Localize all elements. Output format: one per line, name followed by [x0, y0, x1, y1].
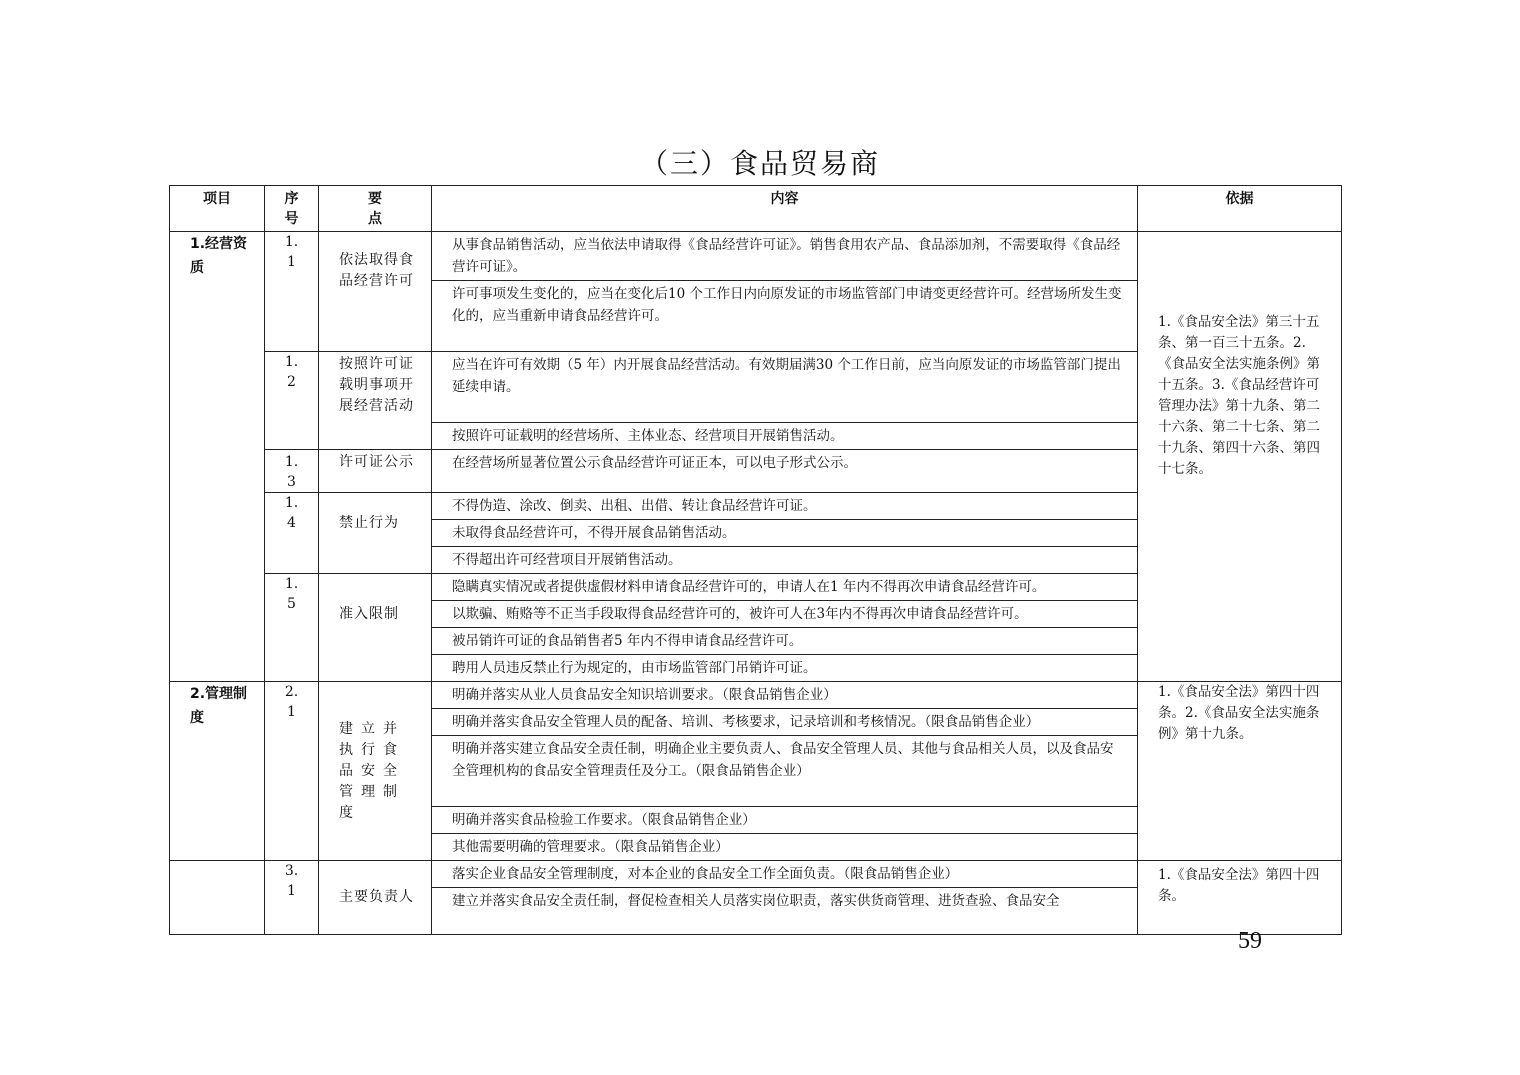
item-cell — [170, 861, 265, 935]
header-basis: 依据 — [1138, 186, 1342, 232]
content-cell: 许可事项发生变化的，应当在变化后10 个工作日内向原发证的市场监管部门申请变更经营许可。经营场所发生变化的，应当重新申请食品经营许可。 — [432, 281, 1138, 352]
content-cell: 落实企业食品安全管理制度，对本企业的食品安全工作全面负责。（限食品销售企业） — [432, 861, 1138, 888]
seq-cell: 1.3 — [265, 450, 319, 493]
seq-cell: 3.1 — [265, 861, 319, 935]
seq-cell: 1.2 — [265, 352, 319, 450]
key-point-cell: 按照许可证载明事项开展经营活动 — [319, 352, 432, 450]
basis-cell: 1.《食品安全法》第四十四条。2.《食品安全法实施条例》第十九条。 — [1138, 682, 1342, 861]
seq-cell: 1.5 — [265, 574, 319, 682]
content-cell: 明确并落实食品安全管理人员的配备、培训、考核要求，记录培训和考核情况。（限食品销售企业） — [432, 709, 1138, 736]
content-cell: 明确并落实建立食品安全责任制，明确企业主要负责人、食品安全管理人员、其他与食品相关人员，以及食品安全管理机构的食品安全管理责任及分工。（限食品销售企业） — [432, 736, 1138, 807]
header-item: 项目 — [170, 186, 265, 232]
content-cell: 被吊销许可证的食品销售者5 年内不得申请食品经营许可。 — [432, 628, 1138, 655]
seq-cell: 2.1 — [265, 682, 319, 861]
item-cell: 1.经营资质 — [170, 232, 265, 682]
key-point-cell: 准入限制 — [319, 574, 432, 682]
content-cell: 未取得食品经营许可，不得开展食品销售活动。 — [432, 520, 1138, 547]
content-cell: 其他需要明确的管理要求。（限食品销售企业） — [432, 834, 1138, 861]
header-seq: 序号 — [265, 186, 319, 232]
key-point-cell: 主要负责人 — [319, 861, 432, 935]
key-point-cell: 许可证公示 — [319, 450, 432, 493]
key-point-cell: 禁止行为 — [319, 493, 432, 574]
key-point-cell: 依法取得食品经营许可 — [319, 232, 432, 352]
seq-cell: 1.4 — [265, 493, 319, 574]
content-cell: 明确并落实食品检验工作要求。（限食品销售企业） — [432, 807, 1138, 834]
content-cell: 应当在许可有效期（5 年）内开展食品经营活动。有效期届满30 个工作日前，应当向原发证的市场监管部门提出延续申请。 — [432, 352, 1138, 423]
basis-cell: 1.《食品安全法》第三十五条、第一百三十五条。2.《食品安全法实施条例》第十五条。3.《食品经营许可管理办法》第十九条、第二十六条、第二十七条、第二十九条、第四十六条、第四十七条。 — [1138, 232, 1342, 682]
content-cell: 不得伪造、涂改、倒卖、出租、出借、转让食品经营许可证。 — [432, 493, 1138, 520]
header-row — [170, 186, 1342, 232]
content-cell: 隐瞒真实情况或者提供虚假材料申请食品经营许可的，申请人在1 年内不得再次申请食品经营许可。 — [432, 574, 1138, 601]
table-row — [170, 861, 1342, 888]
content-cell: 不得超出许可经营项目开展销售活动。 — [432, 547, 1138, 574]
basis-cell: 1.《食品安全法》第四十四条。 — [1138, 861, 1342, 935]
content-cell: 以欺骗、贿赂等不正当手段取得食品经营许可的，被许可人在3年内不得再次申请食品经营许可。 — [432, 601, 1138, 628]
content-cell: 明确并落实从业人员食品安全知识培训要求。（限食品销售企业） — [432, 682, 1138, 709]
seq-cell: 1.1 — [265, 232, 319, 352]
content-cell: 聘用人员违反禁止行为规定的，由市场监管部门吊销许可证。 — [432, 655, 1138, 682]
content-cell: 按照许可证载明的经营场所、主体业态、经营项目开展销售活动。 — [432, 423, 1138, 450]
content-cell: 建立并落实食品安全责任制，督促检查相关人员落实岗位职责，落实供货商管理、进货查验、食品安全 — [432, 888, 1138, 935]
item-cell: 2.管理制度 — [170, 682, 265, 861]
page-number: 59 — [1238, 928, 1262, 954]
table-row — [170, 682, 1342, 709]
header-content: 内容 — [432, 186, 1138, 232]
inspection-table — [169, 185, 1342, 935]
content-cell: 从事食品销售活动，应当依法申请取得《食品经营许可证》。销售食用农产品、食品添加剂，不需要取得《食品经营许可证》。 — [432, 232, 1138, 281]
header-key: 要点 — [319, 186, 432, 232]
content-cell: 在经营场所显著位置公示食品经营许可证正本，可以电子形式公示。 — [432, 450, 1138, 493]
key-point-cell: 建立并执行食品安全管理制度 — [319, 682, 432, 861]
page-title: （三）食品贸易商 — [639, 147, 880, 180]
table-row — [170, 232, 1342, 281]
